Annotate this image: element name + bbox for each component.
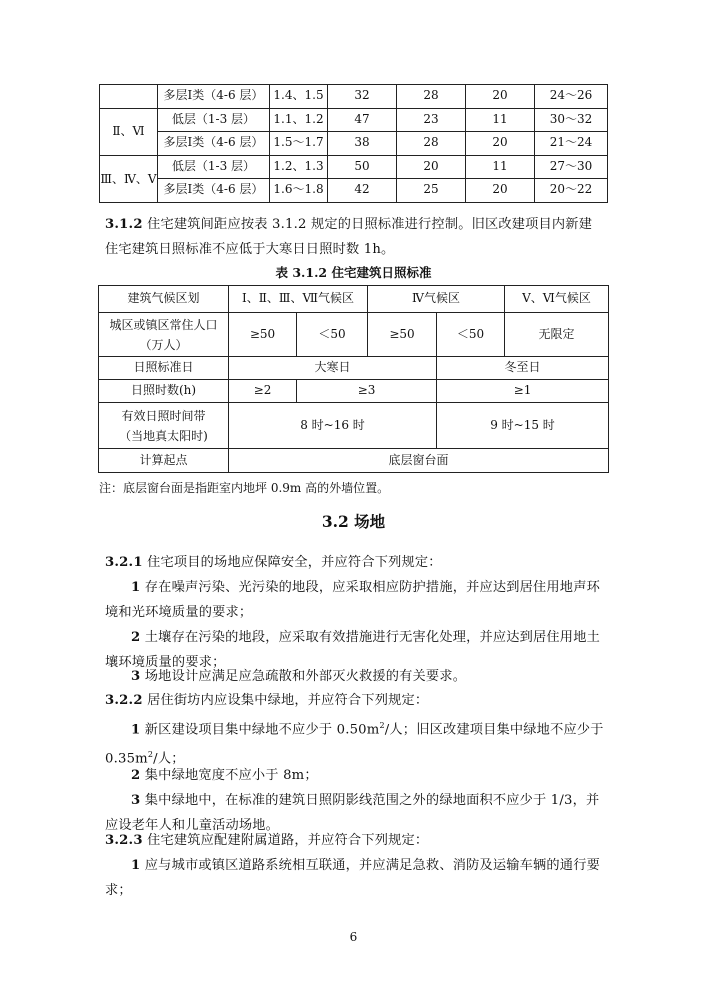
- table-cell: 21～24: [535, 132, 608, 156]
- table-cell: 1.6～1.8: [270, 179, 328, 203]
- clause-3-1-2: [105, 212, 605, 262]
- list-item: [105, 853, 605, 903]
- clause-number: 3.2.2: [105, 693, 143, 708]
- item-text: 土壤存在污染的地段，应采取有效措施进行无害化处理，并应达到居住用地土壤环境质量的要求；: [105, 630, 600, 670]
- item-number: 2: [131, 630, 141, 645]
- superscript: 2: [147, 750, 154, 760]
- table-cell: ≥2: [229, 380, 297, 403]
- clause-number: 3.1.2: [105, 217, 143, 232]
- item-text: /人；: [153, 751, 185, 767]
- list-item: [105, 575, 605, 625]
- item-number: 1: [131, 722, 141, 738]
- table-cell: 多层Ⅰ类（4-6 层）: [158, 85, 270, 109]
- table-cell: 38: [328, 132, 397, 156]
- table-cell: 底层窗台面: [229, 449, 609, 473]
- clause-number: 3.2.1: [105, 555, 143, 570]
- list-item: [105, 664, 605, 689]
- table-cell: 冬至日: [437, 357, 609, 380]
- table-cell: 24～26: [535, 85, 608, 109]
- item-text: 集中绿地宽度不应小于 8m；: [144, 768, 318, 783]
- item-text: 存在噪声污染、光污染的地段，应采取相应防护措施，并应达到居住用地声环境和光环境质量的要求；: [105, 580, 600, 620]
- table-cell: ＜50: [437, 313, 505, 357]
- table-cell-zone: Ⅲ、Ⅳ、Ⅴ: [100, 155, 158, 202]
- table-note: 注：底层窗台面是指距室内地坪 0.9m 高的外墙位置。: [99, 481, 390, 495]
- superscript: 2: [379, 721, 385, 730]
- clause-3-2-1: [105, 550, 605, 575]
- item-number: 2: [131, 768, 141, 783]
- table-row: [99, 286, 609, 313]
- table-row: [99, 313, 609, 357]
- table-sunlight-standard: [98, 285, 609, 473]
- table-row: [99, 357, 609, 380]
- table-cell: 11: [466, 155, 535, 179]
- table-row: [99, 403, 609, 449]
- clause-3-2-3: [105, 828, 605, 853]
- clause-3-2-2: [105, 688, 605, 713]
- table-row: [100, 108, 608, 132]
- table-cell: 25: [397, 179, 466, 203]
- clause-text: 住宅建筑间距应按表 3.1.2 规定的日照标准进行控制。旧区改建项目内新建住宅建筑日照标准不应低于大寒日日照时数 1h。: [105, 217, 593, 257]
- table-cell: 50: [328, 155, 397, 179]
- table-cell: 8 时~16 时: [229, 403, 437, 449]
- table-cell: 低层（1-3 层）: [158, 155, 270, 179]
- item-text: 集中绿地中，在标准的建筑日照阴影线范围之外的绿地面积不应少于 1/3，并应设老年人和儿童活动场地。: [105, 793, 600, 833]
- clause-text: 住宅项目的场地应保障安全，并应符合下列规定：: [147, 555, 442, 570]
- table-cell: 计算起点: [99, 449, 229, 473]
- item-number: 1: [131, 580, 141, 595]
- table-header-cell: Ⅰ、Ⅱ、Ⅲ、Ⅶ气候区: [229, 286, 368, 313]
- table-row: [100, 132, 608, 156]
- table-cell: 20: [397, 155, 466, 179]
- item-text: 应与城市或镇区道路系统相互联通，并应满足急救、消防及运输车辆的通行要求；: [105, 858, 600, 898]
- table-cell: 1.5～1.7: [270, 132, 328, 156]
- table-cell: ≥50: [368, 313, 437, 357]
- table-header-cell: Ⅳ气候区: [368, 286, 505, 313]
- table-cell: 20: [466, 132, 535, 156]
- table-cell: 20～22: [535, 179, 608, 203]
- item-text: 新区建设项目集中绿地不应少于 0.50m: [144, 722, 380, 738]
- table-spacing-continued: [99, 84, 608, 203]
- table-cell: 大寒日: [229, 357, 437, 380]
- table-cell-zone: Ⅱ、Ⅵ: [100, 108, 158, 155]
- table-cell: 城区或镇区常住人口（万人）: [99, 313, 229, 357]
- table-cell: 28: [397, 85, 466, 109]
- clause-text: 住宅建筑应配建附属道路，并应符合下列规定：: [147, 833, 429, 848]
- clause-number: 3.2.3: [105, 833, 143, 848]
- table-cell: 1.2、1.3: [270, 155, 328, 179]
- table-cell: 无限定: [505, 313, 609, 357]
- table-row: [100, 85, 608, 109]
- table-cell: 有效日照时间带（当地真太阳时): [99, 403, 229, 449]
- table-row: [99, 449, 609, 473]
- table-cell: 20: [466, 179, 535, 203]
- table-cell: ≥1: [437, 380, 609, 403]
- item-number: 1: [131, 858, 141, 873]
- table-cell: [100, 85, 158, 109]
- table-cell: 日照时数(h): [99, 380, 229, 403]
- item-text: /人；旧区改建项目集中绿地不应少于 0.35m: [105, 722, 604, 767]
- table-header-cell: Ⅴ、Ⅵ气候区: [505, 286, 609, 313]
- table-cell: ≥50: [229, 313, 297, 357]
- section-heading: 3.2 场地: [321, 512, 386, 531]
- table-row: [99, 380, 609, 403]
- table-cell: 低层（1-3 层）: [158, 108, 270, 132]
- table-cell: 日照标准日: [99, 357, 229, 380]
- table-cell: 多层Ⅰ类（4-6 层）: [158, 132, 270, 156]
- table-cell: ≥3: [297, 380, 437, 403]
- table-cell: 28: [397, 132, 466, 156]
- table-cell: ＜50: [297, 313, 368, 357]
- table-cell: 20: [466, 85, 535, 109]
- table-cell: 11: [466, 108, 535, 132]
- table-cell: 9 时~15 时: [437, 403, 609, 449]
- table-cell: 27～30: [535, 155, 608, 179]
- table-cell: 1.1、1.2: [270, 108, 328, 132]
- list-item: [105, 763, 605, 788]
- table-row: [100, 179, 608, 203]
- table-header-cell: 建筑气候区划: [99, 286, 229, 313]
- table-cell: 42: [328, 179, 397, 203]
- item-number: 3: [131, 793, 141, 808]
- page-number: 6: [349, 930, 358, 944]
- clause-text: 居住街坊内应设集中绿地，并应符合下列规定：: [147, 693, 429, 708]
- table-cell: 47: [328, 108, 397, 132]
- table-row: [100, 155, 608, 179]
- table-caption: 表 3.1.2 住宅建筑日照标准: [275, 265, 432, 280]
- table-cell: 23: [397, 108, 466, 132]
- table-cell: 32: [328, 85, 397, 109]
- table-cell: 30～32: [535, 108, 608, 132]
- table-cell: 1.4、1.5: [270, 85, 328, 109]
- table-cell: 多层Ⅰ类（4-6 层）: [158, 179, 270, 203]
- item-number: 3: [131, 669, 141, 684]
- item-text: 场地设计应满足应急疏散和外部灭火救援的有关要求。: [144, 669, 467, 684]
